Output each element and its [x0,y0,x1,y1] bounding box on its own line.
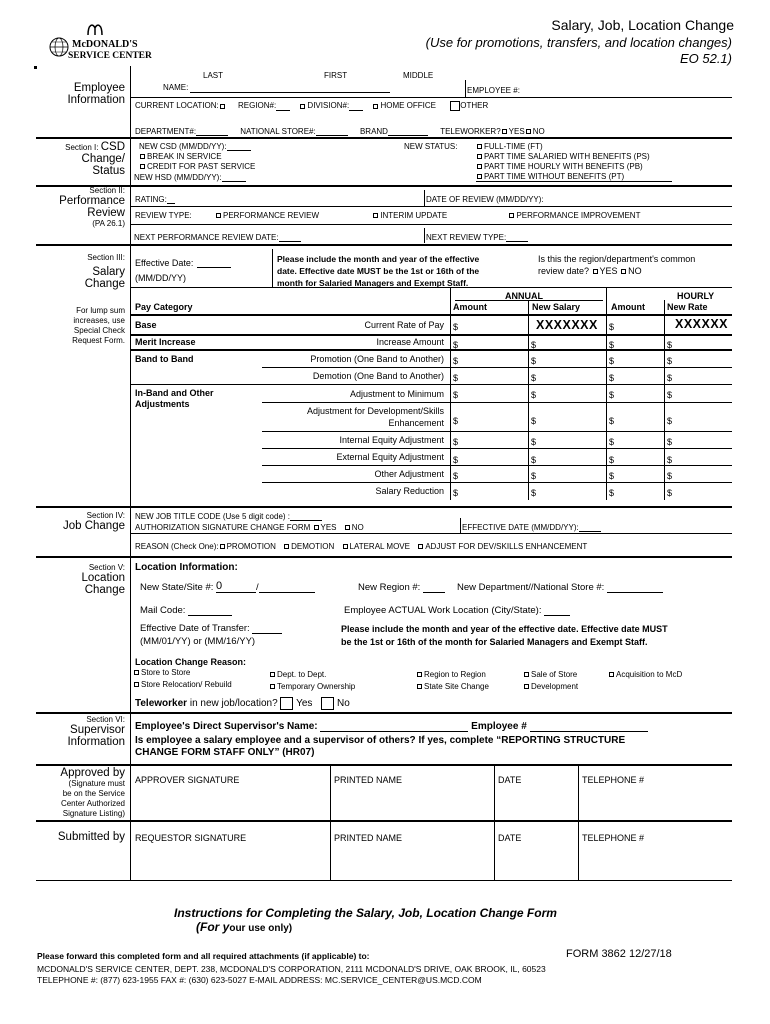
r3-checkbox[interactable] [270,672,275,677]
rule-review-type [130,224,732,225]
dollar-merit-4: $ [667,340,673,350]
rule-approve-end [36,820,732,822]
section-employee-label: Employee Information [67,82,125,106]
r7-checkbox[interactable] [524,672,529,677]
teleworker-yes-checkbox[interactable] [502,129,507,134]
dollar-promo-1: $ [453,356,459,366]
bottom-rule [36,880,732,881]
section-3-label: Section III: Salary Change [84,253,125,290]
auth-yes-checkbox[interactable] [314,525,319,530]
col-new-rate [664,300,665,500]
rule-internal [262,448,732,449]
reason-state-site: State Site Change [416,682,489,691]
rule-s1-end [36,185,732,187]
r9-checkbox[interactable] [609,672,614,677]
r8-checkbox[interactable] [524,684,529,689]
internal-label: Internal Equity Adjustment [339,435,444,445]
common-no-checkbox[interactable] [621,269,626,274]
dollar-red-1: $ [453,488,459,498]
location-instructions: Please include the month and year of the effective date. Effective date MUST be the 1st or 16th of the month for Salaried Managers and Exempt Staff. [341,624,668,647]
r4-checkbox[interactable] [270,684,275,689]
teleworker-yes-box[interactable] [280,697,293,710]
rule-s5-end [36,712,732,714]
r2-checkbox[interactable] [134,682,139,687]
instructions-subtitle: (For your use only) [196,920,293,934]
form-code: EO 52.1) [679,51,732,66]
department-row: DEPARTMENT#: NATIONAL STORE#: BRAND TELEWORKER? YES NO [135,127,545,136]
footer-form-number: FORM 3862 12/27/18 [566,948,672,960]
current-rate-label: Current Rate of Pay [364,320,444,330]
submitted-by-label: Submitted by [57,831,125,843]
eff-divider [272,249,273,287]
status-ps: PART TIME SALARIED WITH BENEFITS (PS) [476,152,650,161]
dollar-promo-3: $ [609,356,615,366]
new-status-label: NEW STATUS: [404,142,458,151]
left-column-rule [130,66,131,880]
rule-name [130,97,732,98]
new-region: New Region #: [358,582,445,593]
interim-checkbox[interactable] [373,213,378,218]
rule-adjdev [262,431,732,432]
next-review-type: NEXT REVIEW TYPE: [426,233,528,242]
logo [38,22,158,72]
rule-s3-end [36,506,732,508]
reason-promotion-checkbox[interactable] [220,544,225,549]
demotion-label: Demotion (One Band to Another) [312,371,444,381]
increase-amount-label: Increase Amount [376,337,444,347]
reason-store-to-store: Store to Store [133,668,190,677]
requestor-date[interactable]: DATE [498,833,522,843]
rule-job [130,533,732,534]
credit-past-service: CREDIT FOR PAST SERVICE [139,162,255,171]
dollar-ext-2: $ [531,455,537,465]
pip-checkbox[interactable] [509,213,514,218]
transfer-date: Effective Date of Transfer: [140,623,282,634]
status-pt: PART TIME WITHOUT BENEFITS (PT) [476,172,624,181]
rule-demo [130,384,732,385]
dollar-demo-1: $ [453,373,459,383]
next-divider [424,228,425,243]
rating-divider [424,190,425,206]
effective-date: Effective Date: [135,258,231,268]
approver-printed-name[interactable]: PRINTED NAME [334,775,403,785]
band-label: Band to Band [135,354,194,364]
rule-other [262,482,732,483]
new-job-title-code: NEW JOB TITLE CODE (Use 5 digit code) : [135,512,322,521]
dollar-dev-3: $ [609,416,615,426]
auth-signature-row: AUTHORIZATION SIGNATURE CHANGE FORM YES NO [135,523,364,532]
middle-label: MIDDLE [403,71,434,80]
reason-row: REASON (Check One): PROMOTION DEMOTION LATERAL MOVE ADJUST FOR DEV/SKILLS ENHANCEMENT [135,542,588,551]
salary-instructions: Please include the month and year of the effective date. Effective date MUST be the 1st or 16th of the month for Salaried Managers and Exempt Staff. [277,254,480,288]
approved-by-label: Approved by (Signature must be on the Service Center Authorized Signature Listing) [60,767,125,818]
submit-div-1 [330,820,331,880]
reason-lateral-checkbox[interactable] [343,544,348,549]
dollar-demo-4: $ [667,373,673,383]
common-review-date: Is this the region/department's common review date? YES NO [538,254,696,276]
reason-acquisition: Acquisition to McD [608,670,682,679]
division-checkbox[interactable] [300,104,305,109]
rule-table-head [130,314,732,316]
golden-arches-icon [86,22,112,36]
dollar-ext-3: $ [609,455,615,465]
rule-promo [262,367,732,368]
teleworker-no-box[interactable] [321,697,334,710]
dollar-ext-4: $ [667,455,673,465]
eff-date-divider [460,518,461,533]
footer-phone: TELEPHONE #: (877) 623-1955 FAX #: (630) 623-5027 E-MAIL ADDRESS: MC.SERVICE_CENTER@US.MCD.COM [37,975,482,985]
auth-no-checkbox[interactable] [345,525,350,530]
section-4-label: Section IV: Job Change [62,511,125,532]
dollar-merit-2: $ [531,340,537,350]
dollar-base-hourly: $ [609,322,615,332]
rule-s6-end [36,764,732,766]
break-in-service: BREAK IN SERVICE [139,152,222,161]
state-site-value[interactable]: 0 [216,580,256,593]
other-checkbox[interactable] [450,101,460,111]
last-label: LAST [203,71,224,80]
r1-checkbox[interactable] [134,670,139,675]
dollar-red-2: $ [531,488,537,498]
status-pb-checkbox[interactable] [477,164,482,169]
lump-sum-note: For lump sum increases, use Special Check Request Form. [72,306,125,345]
dollar-oth-1: $ [453,471,459,481]
reason-demotion-checkbox[interactable] [284,544,289,549]
rule-emp-end [36,137,732,139]
salary-reduction-label: Salary Reduction [375,486,444,496]
adj-min-label: Adjustment to Minimum [349,389,444,399]
requestor-telephone[interactable]: TELEPHONE # [582,833,645,843]
other-adj-label: Other Adjustment [374,469,444,479]
review-type-row: REVIEW TYPE: PERFORMANCE REVIEW INTERIM UPDATE PERFORMANCE IMPROVEMENT [135,211,641,220]
pay-category-header: Pay Category [135,302,193,312]
approver-signature[interactable]: APPROVER SIGNATURE [135,775,240,785]
hourly-header: HOURLY [677,291,715,301]
dollar-promo-2: $ [531,356,537,366]
dollar-int-3: $ [609,437,615,447]
annual-header: ANNUAL [505,291,543,301]
location-reason-header: Location Change Reason: [135,657,247,667]
new-hsd: NEW HSD (MM/DD/YY): [134,173,246,182]
approve-div-3 [578,764,579,820]
employee-number-label: EMPLOYEE #: [467,86,520,95]
job-effective-date: EFFECTIVE DATE (MM/DD/YY): [462,523,601,532]
status-pb: PART TIME HOURLY WITH BENEFITS (PB) [476,162,643,171]
reason-dept-to-dept: Dept. to Dept. [269,670,326,679]
r5-checkbox[interactable] [417,672,422,677]
status-underline [476,181,672,182]
dollar-base-amount: $ [453,322,459,332]
promotion-label: Promotion (One Band to Another) [310,354,444,364]
submit-div-2 [494,820,495,880]
dollar-red-3: $ [609,488,615,498]
supervisor-question: Is employee a salary employee and a supervisor of others? If yes, complete “REPORTING STRUCTURE CHANGE FORM STAFF ONLY” (HR07) [135,735,626,758]
approve-div-1 [330,764,331,820]
new-csd: NEW CSD (MM/DD/YY): [139,142,251,151]
dollar-oth-4: $ [667,471,673,481]
new-salary-header: New Salary [532,302,581,312]
status-ft: FULL-TIME (FT) [476,142,543,151]
dollar-int-4: $ [667,437,673,447]
dollar-dev-1: $ [453,416,459,426]
hourly-amount-header: Amount [611,302,645,312]
r6-checkbox[interactable] [417,684,422,689]
mail-code: Mail Code: [140,605,232,616]
rule-eff [130,287,732,288]
dollar-demo-2: $ [531,373,537,383]
col-new-salary [528,300,529,500]
new-dept-store: New Department//National Store #: [457,582,663,593]
name-divider [465,80,466,97]
rule-rating [130,206,732,207]
bullet-dot [34,66,37,69]
rule-external [262,465,732,466]
submit-div-3 [578,820,579,880]
col-amount [450,287,451,500]
approve-div-2 [494,764,495,820]
dollar-dev-4: $ [667,416,673,426]
requestor-printed-name[interactable]: PRINTED NAME [334,833,403,843]
rating: RATING: [135,195,175,204]
xx-base-salary: XXXXXXX [536,318,598,332]
supervisor-name: Employee's Direct Supervisor's Name: Employee # [135,721,648,732]
reason-temp-ownership: Temporary Ownership [269,682,355,691]
globe-icon [48,36,70,58]
reason-store-relocation: Store Relocation/ Rebuild [133,680,232,689]
section-1-label: Section I: CSD Change/ Status [65,141,125,177]
effective-date-format: (MM/DD/YY) [135,273,186,283]
amount-header: Amount [453,302,487,312]
dollar-demo-3: $ [609,373,615,383]
current-location-row: CURRENT LOCATION: REGION#: DIVISION#: HOME OFFICE OTHER [135,101,489,111]
external-label: External Equity Adjustment [336,452,444,462]
actual-location: Employee ACTUAL Work Location (City/State): [344,605,570,616]
footer-forward: Please forward this completed form and all required attachments (if applicable) to: [37,951,370,961]
credit-checkbox[interactable] [140,164,145,169]
rule-base [130,334,732,336]
transfer-format: (MM/01/YY) or (MM/16/YY) [140,636,256,647]
home-office-checkbox[interactable] [373,104,378,109]
teleworker-no-checkbox[interactable] [526,129,531,134]
rule-merit [130,349,732,351]
requestor-signature[interactable]: REQUESTOR SIGNATURE [135,833,247,843]
logo-brand: McDONALD'S [72,39,138,50]
current-location-checkbox[interactable] [220,104,225,109]
base-label: Base [135,320,157,330]
next-review-date: NEXT PERFORMANCE REVIEW DATE: [134,233,301,242]
approver-telephone[interactable]: TELEPHONE # [582,775,645,785]
dollar-oth-3: $ [609,471,615,481]
reason-sale-of-store: Sale of Store [523,670,577,679]
new-state-site: New State/Site #: 0 / [140,580,315,593]
dollar-dev-2: $ [531,416,537,426]
dollar-min-2: $ [531,390,537,400]
inband-label: In-Band and Other Adjustments [135,388,214,409]
dollar-int-1: $ [453,437,459,447]
new-rate-header: New Rate [667,302,708,312]
name-field-line[interactable] [190,92,390,93]
reason-adjust-checkbox[interactable] [418,544,423,549]
form-subtitle: (Use for promotions, transfers, and location changes) [425,35,732,50]
adj-dev-label: Adjustment for Development/Skills Enhancement [306,406,444,428]
dollar-oth-2: $ [531,471,537,481]
rule-s2-end [36,244,732,246]
section-5-label: Section V: Location Change [81,563,125,596]
logo-sub: SERVICE CENTER [68,51,152,61]
dollar-min-4: $ [667,390,673,400]
rule-s4-end [36,556,732,558]
section-2-label: Section II: Performance Review (PA 26.1) [59,186,125,228]
teleworker-row: Teleworker in new job/location? Yes No [135,698,350,710]
common-yes-checkbox[interactable] [593,269,598,274]
annual-underline [455,300,603,301]
merit-label: Merit Increase [135,337,196,347]
dollar-min-3: $ [609,390,615,400]
dollar-merit-1: $ [453,340,459,350]
footer-address: MCDONALD'S SERVICE CENTER, DEPT. 238, MCDONALD'S CORPORATION, 2111 MCDONALD'S DRIVE, OAK BROOK, IL, 60523 [37,964,546,974]
status-ps-checkbox[interactable] [477,154,482,159]
dollar-red-4: $ [667,488,673,498]
location-info-header: Location Information: [135,562,238,573]
dollar-ext-1: $ [453,455,459,465]
col-hourly-amount [606,287,607,500]
instructions-title: Instructions for Completing the Salary, Job, Location Change Form [174,906,557,920]
status-ft-checkbox[interactable] [477,144,482,149]
reason-development: Development [523,682,578,691]
date-of-review: DATE OF REVIEW (MM/DD/YY): [426,195,544,204]
xx-base-rate: XXXXXX [675,317,729,331]
approver-date[interactable]: DATE [498,775,522,785]
status-pt-checkbox[interactable] [477,174,482,179]
reason-region-to-region: Region to Region [416,670,486,679]
dollar-min-1: $ [453,390,459,400]
name-label: NAME: [163,83,189,92]
break-checkbox[interactable] [140,154,145,159]
dollar-promo-4: $ [667,356,673,366]
dollar-merit-3: $ [609,340,615,350]
rule-adjmin [262,402,732,403]
perf-review-checkbox[interactable] [216,213,221,218]
form-title: Salary, Job, Location Change [551,17,734,33]
dollar-int-2: $ [531,437,537,447]
first-label: FIRST [324,71,348,80]
section-6-label: Section VI: Supervisor Information [67,715,125,748]
